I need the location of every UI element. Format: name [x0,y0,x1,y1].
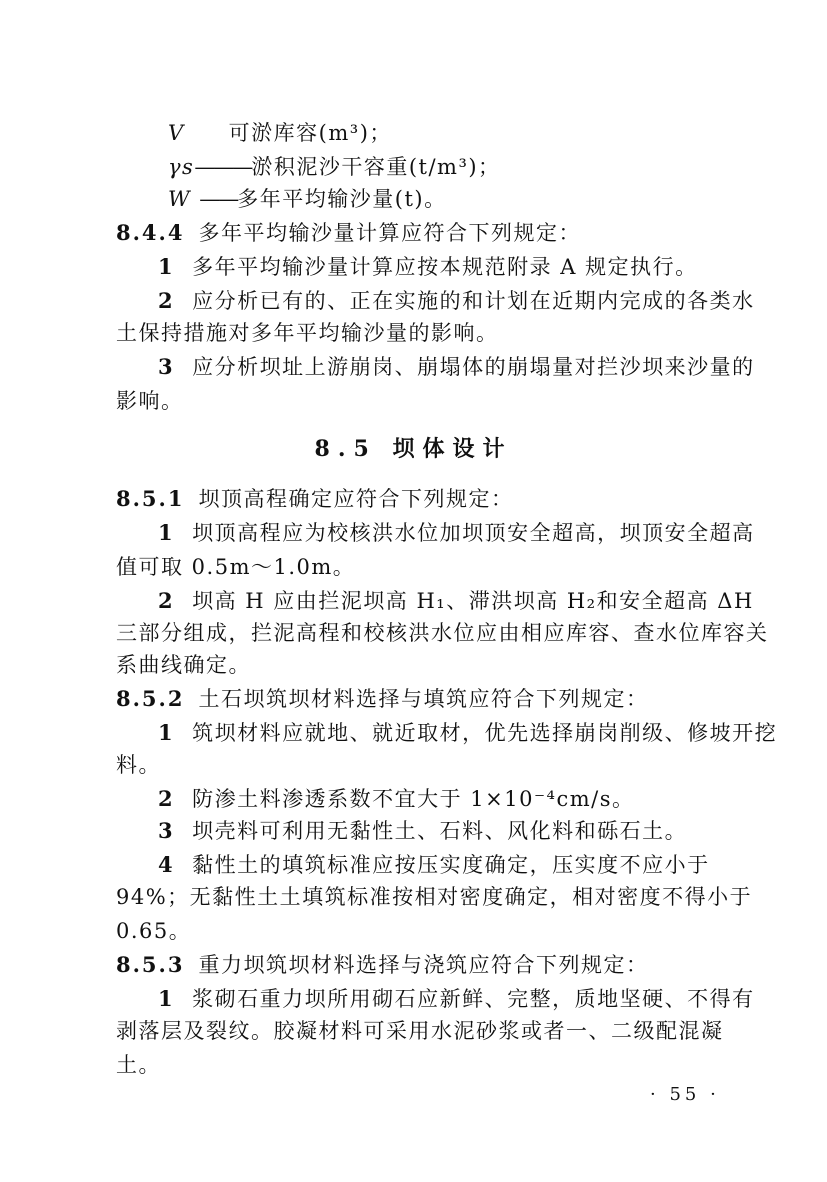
clause-number: 8.4.4 [116,220,185,245]
clause-8-5-2 [116,682,648,716]
clause-title: 坝顶高程确定应符合下列规定： [198,487,514,511]
clause-8-5-3 [116,948,648,982]
item-text: 坝高 H 应由拦泥坝高 H₁、滞洪坝高 H₂和安全超高 ΔH [192,589,754,613]
item-number: 4 [158,852,175,877]
item-853-1 [158,982,755,1016]
item-text: 料。 [116,753,161,777]
clause-8-4-4 [116,216,581,250]
item-853-1-cont [116,1014,724,1048]
item-text: 多年平均输沙量计算应按本规范附录 A 规定执行。 [192,255,698,279]
definition-symbol: V [168,121,185,145]
item-text: 黏性土的填筑标准应按压实度确定，压实度不应小于 [192,853,710,877]
item-text: 浆砌石重力坝所用砌石应新鲜、完整，质地坚硬、不得有 [192,987,755,1011]
definition-gamma: γs———淤积泥沙干容重(t/m³)； [168,155,501,179]
item-844-2-cont [116,316,499,350]
clause-title: 土石坝筑坝材料选择与填筑应符合下列规定： [198,687,649,711]
item-852-3 [158,814,687,848]
item-number: 2 [158,288,175,313]
definition-symbol: W [168,187,192,211]
item-text: 应分析坝址上游崩岗、崩塌体的崩塌量对拦沙坝来沙量的 [192,355,755,379]
item-852-4-cont [116,880,752,914]
item-text: 坝壳料可利用无黏性土、石料、风化料和砾石土。 [192,819,688,843]
clause-title: 重力坝筑坝材料选择与浇筑应符合下列规定： [198,953,649,977]
item-number: 2 [158,786,175,811]
item-text: 筑坝材料应就地、就近取材，优先选择崩岗削级、修坡开挖 [192,721,778,745]
item-text: 剥落层及裂纹。胶凝材料可采用水泥砂浆或者一、二级配混凝 [116,1019,724,1043]
item-text: 防渗土料渗透系数不宜大于 1×10⁻⁴cm/s。 [192,787,635,811]
definition-v [168,116,392,150]
item-852-4 [158,848,710,882]
item-844-2 [158,284,755,318]
definition-text: 可淤库容(m³)； [228,121,392,145]
definition-text: 多年平均输沙量(t)。 [237,187,447,211]
item-text: 土保持措施对多年平均输沙量的影响。 [116,321,499,345]
clause-number: 8.5.2 [116,686,185,711]
item-844-3-cont [116,384,184,418]
item-text: 应分析已有的、正在实施的和计划在近期内完成的各类水 [192,289,755,313]
clause-number: 8.5.1 [116,486,185,511]
item-text: 影响。 [116,389,184,413]
clause-title: 多年平均输沙量计算应符合下列规定： [198,221,581,245]
item-851-2-cont [116,616,769,650]
section-heading: 8.5 坝体设计 [314,436,513,462]
item-851-2-cont [116,648,251,682]
clause-number: 8.5.3 [116,952,185,977]
definition-text: 淤积泥沙干容重(t/m³)； [251,155,501,179]
item-number: 3 [158,354,175,379]
definition-w: W ——多年平均输沙量(t)。 [168,187,447,211]
item-text: 94%；无黏性土土填筑标准按相对密度确定，相对密度不得小于 [116,885,753,909]
item-text: 0.65。 [116,919,192,943]
item-number: 1 [158,520,175,545]
item-851-1-cont [116,550,355,584]
item-852-2 [158,782,635,816]
item-844-1 [158,250,698,284]
item-text: 值可取 0.5m～1.0m。 [116,555,356,579]
item-851-1 [158,516,755,550]
clause-8-5-1 [116,482,513,516]
item-text: 系曲线确定。 [116,653,251,677]
item-number: 2 [158,588,175,613]
item-852-1 [158,716,777,750]
item-number: 3 [158,818,175,843]
item-number: 1 [158,986,175,1011]
item-851-2 [158,584,754,618]
item-844-3 [158,350,755,384]
item-852-4-cont [116,914,191,948]
item-text: 土。 [116,1053,161,1077]
item-number: 1 [158,254,175,279]
item-number: 1 [158,720,175,745]
item-text: 三部分组成，拦泥高程和校核洪水位应由相应库容、查水位库容关 [116,621,769,645]
item-852-1-cont [116,748,161,782]
item-text: 坝顶高程应为校核洪水位加坝顶安全超高，坝顶安全超高 [192,521,755,545]
definition-symbol: γs [168,155,195,179]
page-number: · 55 · [650,1084,720,1105]
item-853-1-cont [116,1048,161,1082]
